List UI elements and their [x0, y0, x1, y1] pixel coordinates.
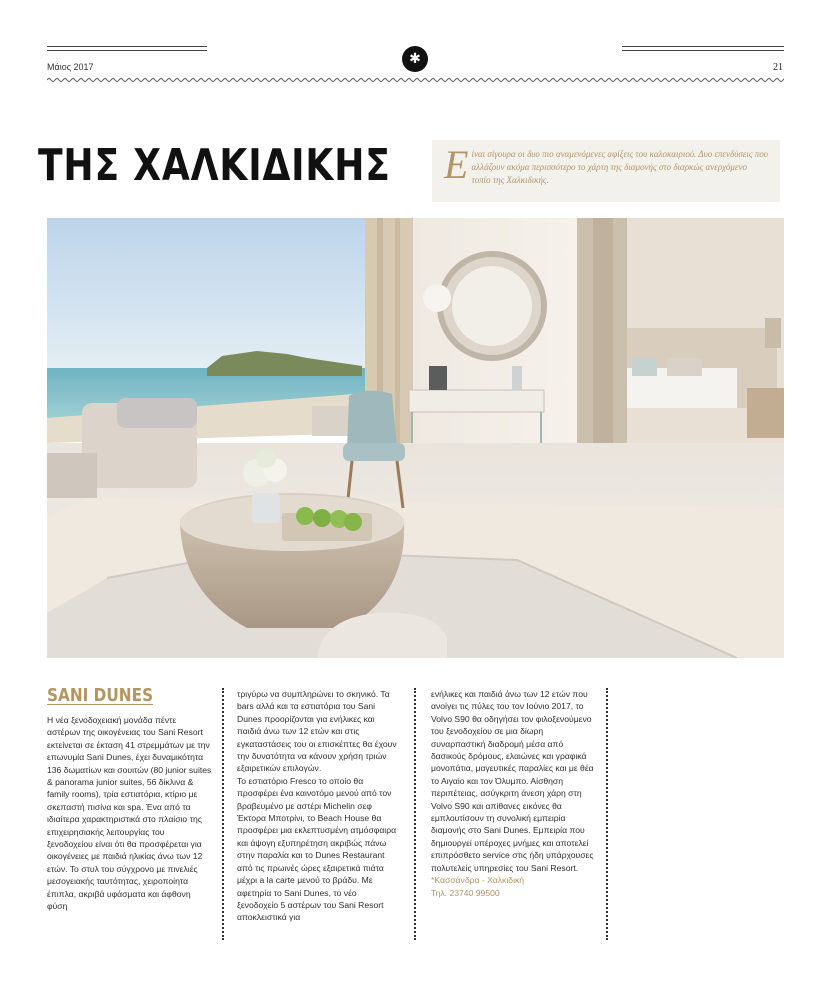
header-rule-left-top	[47, 46, 207, 47]
article-location: *Κασσάνδρα - Χαλκιδική	[431, 875, 525, 886]
article-col1-text: Η νέα ξενοδοχειακή μονάδα πέντε αστέρων της οικογένειας του Sani Resort εκτείνεται σε έκταση 41 στρεμμάτων με την επωνυμία Sani Dunes, έχει δυναμικότητα 136 δωματίων και σουιτών (80 junior suites & panorama junior suites, 56 δίκλινα & family rooms), τρία εστιατόρια, κτίριο με σκεπαστή πισίνα και spa. Ένα από τα ιδιαίτερα χαρακτηριστικά στο πλαίσιο της επιχειρησιακής λειτουργίας του ξενοδοχείου είναι ότι θα προσφέρεται για οικογένειες με παιδιά ηλικίας άνω των 12 ετών. Το στυλ του σύγχρονο με πινελιές μεσογειακής ταυτότητας, χειροποίητα έπιπλα, ακριβά υφάσματα και άφθονη φύση	[47, 715, 212, 912]
article-column-1	[47, 685, 212, 913]
intro-box	[432, 140, 780, 202]
header-rule-right-top	[622, 46, 784, 47]
article-phone: Τηλ. 23740 99500	[431, 887, 500, 898]
page-title: ΤΗΣ ΧΑΛΚΙΔΙΚΗΣ	[38, 140, 391, 191]
article-col2-text-b: Το εστιατόριο Fresco το οποίο θα προσφέρει ένα καινοτόμο μενού από τον βραβευμένο με αστέρι Michelin σεφ Έκτορα Μποτρίνι, το Beach House θα προσφέρει μια εκλεπτυσμένη ατμόσφαιρα και άψογη εξυπηρέτηση ακριβώς πάνω στην παραλία και το Dunes Restaurant από τις πρωινές ώρες εξαιρετικά πιάτα μέχρι a la carte μενού το βράδυ. Με αφετηρία το Sani Dunes, το νέο ξενοδοχείο 5 αστέρων του Sani Resort αποκλειστικά για	[237, 775, 397, 923]
asterisk-icon: ✱	[402, 46, 428, 72]
wavy-divider	[47, 76, 784, 84]
issue-date: Μάιος 2017	[47, 62, 94, 72]
article-column-2	[237, 688, 397, 924]
column-divider-3	[606, 688, 608, 940]
article-col3-text: ενήλικες και παιδιά άνω των 12 ετών που ανοίγει τις πύλες του τον Ιούνιο 2017, το Volvo S90 θα οδηγήσει τον φιλοξενούμενο του ξενοδοχείου σε μια δίωρη συναρπαστική διαδρομή μέσα από δασικούς δρόμους, ελαιώνες και γραφικά μονοπάτια, μαγευτικές παραλίες και με θέα το Αιγαίο και τον Όλυμπο. Αίσθηση περιπέτειας, ασύγκριτη άνεση χάρη στη Volvo S90 και απίθανες εικόνες θα εμπλουτίσουν τη συνολική εμπειρία διαμονής στο Sani Dunes. Εμπειρία που δημιουργεί υπέροχες μνήμες και αποτελεί επιπρόσθετο service στις ήδη υπάρχουσες πολυτελείς υπηρεσίες του Sani Resort.	[431, 689, 594, 873]
hotel-suite-photo	[47, 218, 784, 658]
header-rule-left-bottom	[47, 50, 207, 51]
column-divider-1	[222, 688, 224, 940]
intro-dropcap: Ε	[444, 142, 469, 187]
article-col2-text-a: τριγύρω να συμπληρώνει το σκηνικό. Τα bars αλλά και τα εστιατόρια του Sani Dunes προορίζονται για ενήλικες και παιδιά άνω των 12 ετών και στις εγκαταστάσεις του οι επισκέπτες θα έχουν την δυνατότητα να κάνουν χρήση τριών εξαιρετικών επιλογών.	[237, 689, 397, 774]
page-number: 21	[773, 62, 783, 73]
article-column-3	[431, 688, 596, 899]
article-heading: SANI DUNES	[47, 685, 154, 706]
column-divider-2	[414, 688, 416, 940]
header-rule-right-bottom	[622, 50, 784, 51]
intro-text: ίναι σίγουρα οι δυο πιο αναμενόμενες αφίξεις του καλοκαιριού. Δυο επενδύσεις που αλλάζουν ακόμα περισσότερο το χάρτη της διαμονής στο διαρκώς ανερχόμενο τοπίο της Χαλκιδικής.	[471, 149, 768, 185]
